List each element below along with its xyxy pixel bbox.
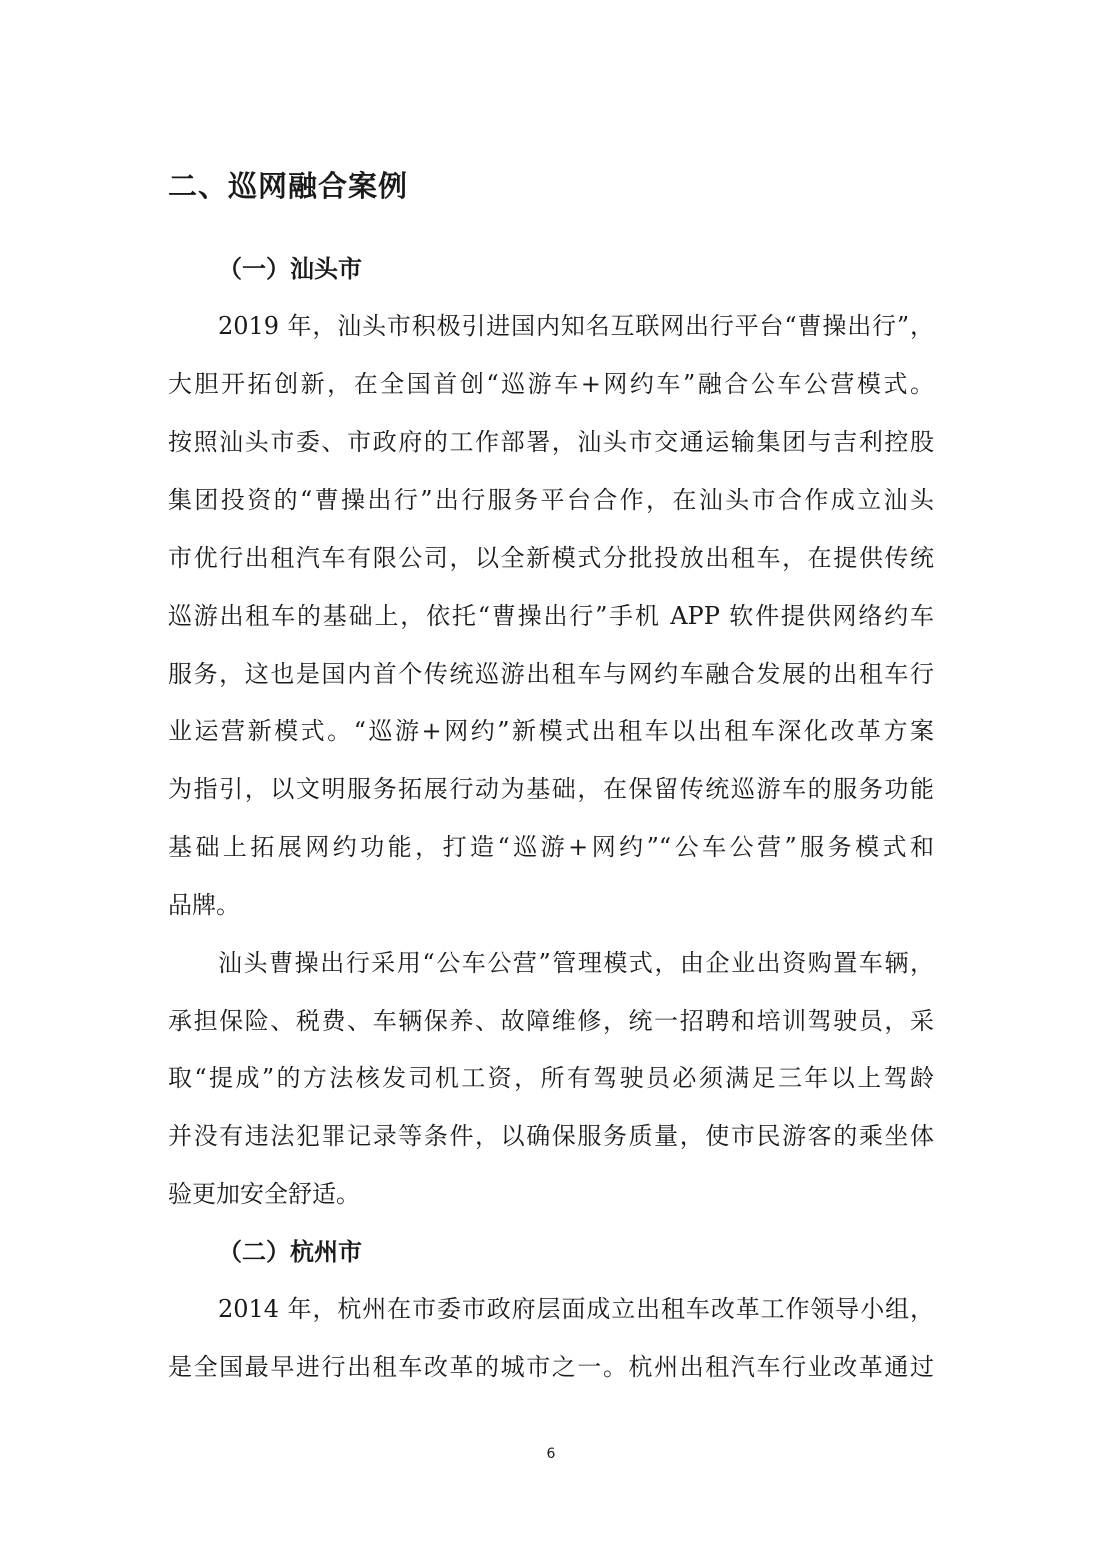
subsection-title-hangzhou: （二）杭州市 — [218, 1238, 362, 1266]
text-line: 2014 年，杭州在市委市政府层面成立出租车改革工作领导小组， — [218, 1295, 934, 1323]
subsection-title-shantou: （一）汕头市 — [218, 255, 362, 283]
text-line: 巡游出租车的基础上，依托“曹操出行”手机 APP 软件提供网络约车 — [168, 602, 934, 630]
text-line: 服务，这也是国内首个传统巡游出租车与网约车融合发展的出租车行 — [168, 660, 934, 688]
text-line: 业运营新模式。“巡游+网约”新模式出租车以出租车深化改革方案 — [168, 717, 934, 745]
text-line: 验更加安全舒适。 — [168, 1180, 360, 1208]
text-line: 大胆开拓创新，在全国首创“巡游车+网约车”融合公车公营模式。 — [168, 370, 934, 398]
text-line: 按照汕头市委、市政府的工作部署，汕头市交通运输集团与吉利控股 — [168, 428, 934, 456]
text-line: 集团投资的“曹操出行”出行服务平台合作，在汕头市合作成立汕头 — [168, 486, 934, 514]
text-line: 取“提成”的方法核发司机工资，所有驾驶员必须满足三年以上驾龄 — [168, 1064, 934, 1092]
text-line: 基础上拓展网约功能，打造“巡游+网约”“公车公营”服务模式和 — [168, 833, 934, 861]
text-line: 汕头曹操出行采用“公车公营”管理模式，由企业出资购置车辆， — [218, 949, 934, 977]
text-line: 并没有违法犯罪记录等条件，以确保服务质量，使市民游客的乘坐体 — [168, 1122, 934, 1150]
text-line: 2019 年，汕头市积极引进国内知名互联网出行平台“曹操出行”， — [218, 312, 934, 340]
text-line: 市优行出租汽车有限公司，以全新模式分批投放出租车，在提供传统 — [168, 544, 934, 572]
text-line: 品牌。 — [168, 891, 240, 919]
section-title: 二、巡网融合案例 — [168, 169, 409, 203]
text-line: 承担保险、税费、车辆保养、故障维修，统一招聘和培训驾驶员，采 — [168, 1007, 934, 1035]
text-line: 是全国最早进行出租车改革的城市之一。杭州出租汽车行业改革通过 — [168, 1353, 934, 1381]
page-number: 6 — [546, 1446, 556, 1462]
text-line: 为指引，以文明服务拓展行动为基础，在保留传统巡游车的服务功能 — [168, 775, 934, 803]
